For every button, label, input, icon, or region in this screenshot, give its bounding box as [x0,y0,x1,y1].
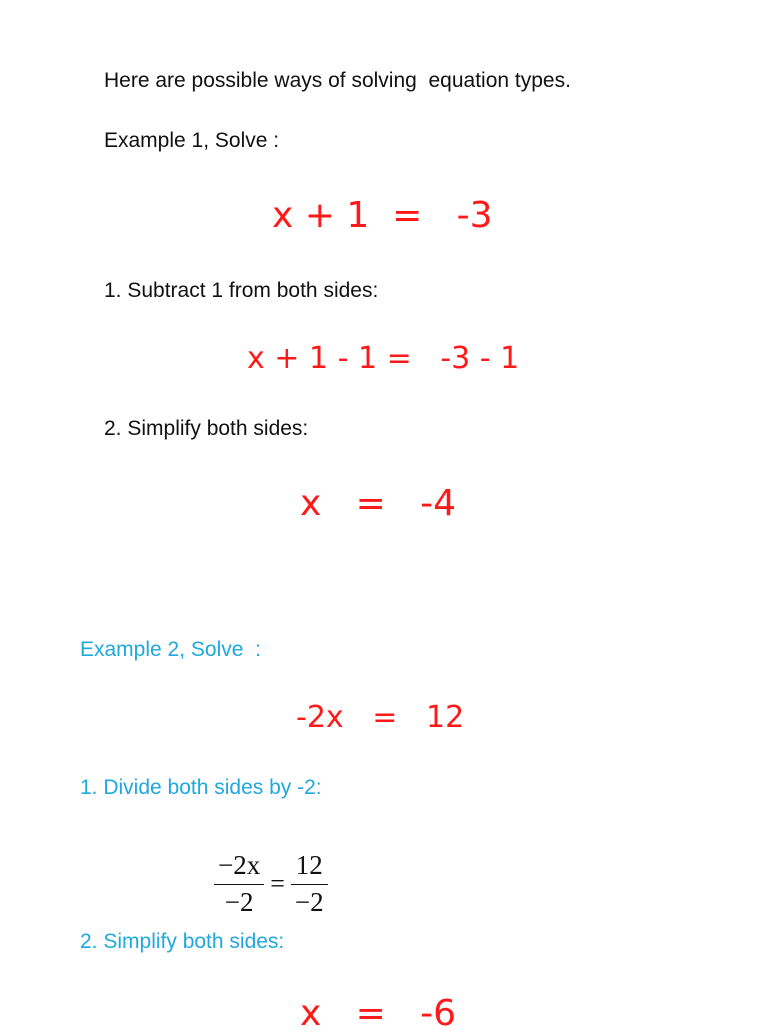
left-fraction [214,851,264,917]
left-denominator: −2 [224,886,254,917]
example1-heading: Example 1, Solve : [104,129,280,152]
left-numerator: −2x [218,849,261,880]
fraction-equation [214,844,328,924]
example1-equation: x + 1 = -3 [272,195,493,236]
example2-step1-label: 1. Divide both sides by -2: [80,776,322,799]
right-fraction [291,851,328,917]
right-denominator: −2 [294,886,324,917]
intro-text: Here are possible ways of solving equation types. [104,69,571,92]
right-numerator: 12 [295,849,323,880]
example1-step1-label: 1. Subtract 1 from both sides: [104,279,379,302]
fraction-equals-sign: = [270,869,285,898]
example2-equation: -2x = 12 [296,700,465,735]
fraction-bar [214,884,264,885]
example2-step2-label: 2. Simplify both sides: [80,930,285,953]
example1-step1-equation: x + 1 - 1 = -3 - 1 [247,341,520,376]
fraction-bar [291,884,328,885]
example1-step2-label: 2. Simplify both sides: [104,417,309,440]
example2-heading: Example 2, Solve : [80,638,261,661]
example2-step2-equation: x = -6 [300,993,457,1034]
example1-step2-equation: x = -4 [300,483,457,524]
